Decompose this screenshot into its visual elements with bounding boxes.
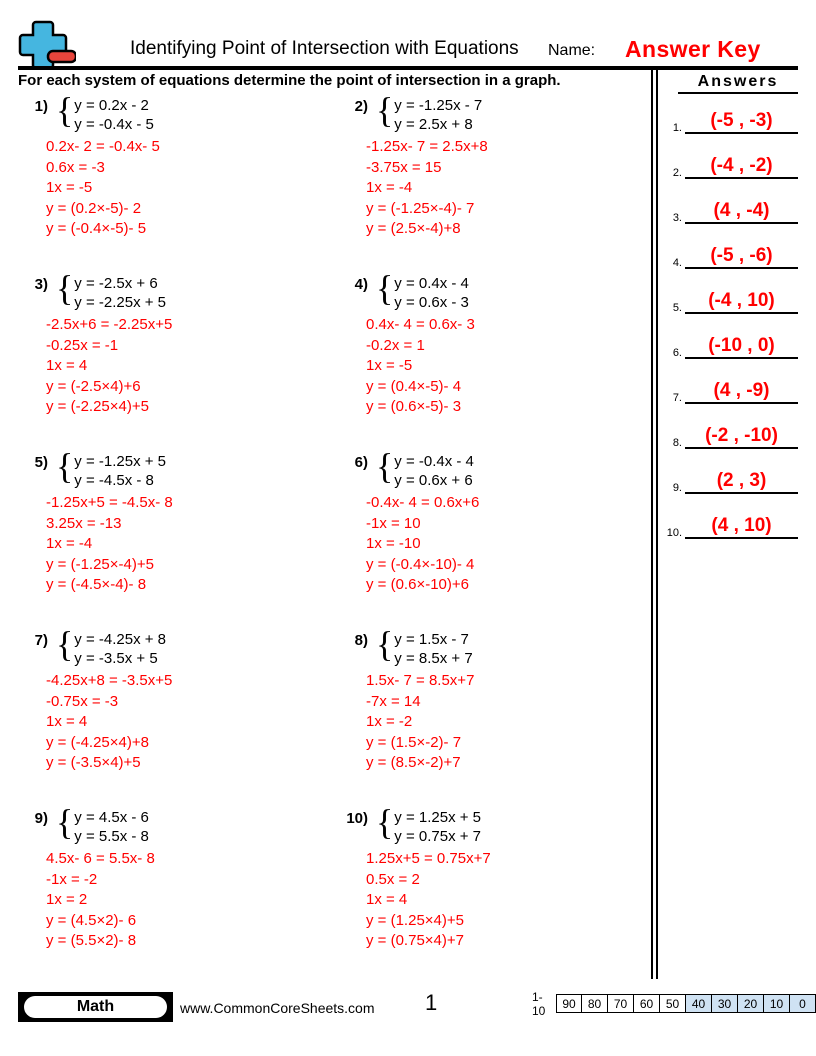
grading-scale-cell: 80: [582, 994, 608, 1013]
answer-row: [660, 110, 810, 134]
equation-lines: [74, 274, 166, 312]
solution-line: 1x = -5: [366, 357, 413, 374]
solution-work: [366, 671, 474, 774]
answers-title: Answers: [678, 73, 798, 94]
page-footer: [0, 990, 816, 1050]
brace-icon: {: [376, 446, 394, 486]
problem-7: [18, 624, 328, 808]
solution-line: y = (2.5×-4)+8: [366, 220, 461, 237]
solution-work: [46, 671, 172, 774]
column-divider-left: [651, 69, 653, 979]
equation-line: y = -2.5x + 6: [74, 275, 158, 292]
brace-icon: {: [56, 802, 74, 842]
grading-scale-cell: 30: [712, 994, 738, 1013]
answer-index: 3.: [672, 212, 682, 224]
solution-line: y = (5.5×2)- 8: [46, 932, 137, 949]
problem-number: 7): [34, 632, 48, 649]
grading-scale-cell: 0: [790, 994, 816, 1013]
solution-line: y = (0.75×4)+7: [366, 932, 464, 949]
equation-line: y = -1.25x + 5: [74, 453, 167, 470]
solution-line: y = (0.4×-5)- 4: [366, 377, 462, 395]
solution-work: [46, 849, 155, 952]
solution-work: [366, 137, 488, 240]
answer-index: 1.: [672, 122, 682, 134]
brace-icon: {: [376, 802, 394, 842]
answer-value: (4 , 10): [711, 515, 772, 536]
equation-system: [56, 268, 167, 312]
grading-scale-cell: 10: [764, 994, 790, 1013]
brace-icon: {: [56, 624, 74, 664]
header-divider: [18, 66, 798, 70]
solution-line: -7x = 14: [366, 692, 421, 710]
solution-work: [366, 849, 491, 952]
equation-line: y = 5.5x - 8: [74, 828, 149, 845]
equation-system: [56, 90, 154, 134]
equation-lines: [394, 630, 472, 668]
problem-4: [338, 268, 648, 452]
problem-8: [338, 624, 648, 808]
plus-minus-logo-icon: [18, 20, 76, 66]
grading-scale-cell: 60: [634, 994, 660, 1013]
grading-scale-cell: 70: [608, 994, 634, 1013]
problem-row: [0, 802, 651, 986]
solution-line: y = (-3.5×4)+5: [46, 754, 141, 771]
answer-value: (4 , -4): [713, 200, 770, 221]
answer-row: [660, 425, 810, 449]
equation-line: y = -0.4x - 4: [394, 453, 474, 470]
answer-index: 10.: [666, 527, 682, 539]
equation-lines: [74, 96, 154, 134]
name-label: Name:: [548, 42, 596, 59]
equation-system: [376, 624, 473, 668]
solution-work: [46, 137, 160, 240]
solution-line: 1x = 4: [46, 713, 88, 730]
solution-line: 1.25x+5 = 0.75x+7: [366, 850, 491, 867]
solution-line: 1x = -5: [46, 179, 93, 196]
equation-lines: [394, 452, 474, 490]
solution-line: y = (-4.5×-4)- 8: [46, 576, 147, 593]
problems-grid: [0, 90, 651, 976]
solution-line: y = (-0.4×-5)- 5: [46, 220, 147, 237]
solution-work: [46, 493, 173, 596]
equation-line: y = -2.25x + 5: [74, 294, 167, 311]
solution-line: 1x = 4: [366, 891, 408, 908]
answer-row: [660, 200, 810, 224]
brace-icon: {: [56, 90, 74, 130]
solution-line: 1x = -4: [366, 179, 413, 196]
solution-line: -3.75x = 15: [366, 158, 442, 176]
solution-line: -2.5x+6 = -2.25x+5: [46, 316, 173, 333]
equation-lines: [74, 630, 166, 668]
answer-value: (-5 , -3): [710, 110, 773, 131]
page-title: Identifying Point of Intersection with Equations: [130, 38, 519, 59]
answer-index: 9.: [672, 482, 682, 494]
equation-lines: [74, 452, 166, 490]
problem-number: 6): [354, 454, 368, 471]
solution-line: 1x = 2: [46, 891, 88, 908]
solution-line: 4.5x- 6 = 5.5x- 8: [46, 850, 155, 867]
problem-number: 3): [34, 276, 48, 293]
grading-scale-cell: 20: [738, 994, 764, 1013]
solution-line: -4.25x+8 = -3.5x+5: [46, 672, 173, 689]
brace-icon: {: [56, 446, 74, 486]
answer-index: 5.: [672, 302, 682, 314]
problem-number: 10): [346, 810, 368, 827]
equation-line: y = 8.5x + 7: [394, 650, 473, 667]
answer-value: (-2 , -10): [705, 425, 778, 446]
problem-number: 2): [354, 98, 368, 115]
equation-system: [376, 446, 474, 490]
equation-line: y = 4.5x - 6: [74, 809, 149, 826]
problem-10: [338, 802, 648, 986]
equation-line: y = 0.2x - 2: [74, 97, 149, 114]
solution-line: -0.25x = -1: [46, 336, 119, 354]
equation-lines: [74, 808, 149, 846]
answer-row: [660, 290, 810, 314]
solution-line: y = (-1.25×-4)- 7: [366, 199, 475, 217]
solution-line: y = (0.6×-10)+6: [366, 576, 469, 593]
solution-line: -0.2x = 1: [366, 336, 425, 354]
solution-work: [366, 315, 475, 418]
equation-lines: [394, 808, 481, 846]
equation-system: [376, 90, 483, 134]
equation-line: y = -4.5x - 8: [74, 472, 154, 489]
solution-line: -0.75x = -3: [46, 692, 119, 710]
brace-icon: {: [376, 624, 394, 664]
equation-line: y = 0.4x - 4: [394, 275, 469, 292]
solution-line: y = (1.5×-2)- 7: [366, 733, 462, 751]
problem-number: 4): [354, 276, 368, 293]
solution-line: -1x = 10: [366, 514, 421, 532]
solution-line: y = (-4.25×4)+8: [46, 733, 149, 751]
grading-scale-cell: 50: [660, 994, 686, 1013]
equation-line: y = 1.5x - 7: [394, 631, 469, 648]
problem-2: [338, 90, 648, 274]
problem-6: [338, 446, 648, 630]
answer-row: [660, 155, 810, 179]
answer-value: (-4 , -2): [710, 155, 773, 176]
solution-line: -0.4x- 4 = 0.6x+6: [366, 494, 480, 511]
solution-line: 0.2x- 2 = -0.4x- 5: [46, 138, 160, 155]
equation-lines: [394, 96, 482, 134]
equation-system: [56, 624, 167, 668]
solution-line: y = (4.5×2)- 6: [46, 911, 137, 929]
equation-line: y = 0.75x + 7: [394, 828, 482, 845]
answer-index: 7.: [672, 392, 682, 404]
answer-key-label: Answer Key: [625, 36, 761, 62]
brace-icon: {: [376, 90, 394, 130]
solution-line: 0.6x = -3: [46, 158, 105, 176]
solution-line: 0.5x = 2: [366, 870, 420, 888]
problem-number: 9): [34, 810, 48, 827]
brace-icon: {: [56, 268, 74, 308]
column-divider-right: [656, 69, 658, 979]
problem-row: [0, 268, 651, 452]
equation-system: [56, 446, 167, 490]
problem-9: [18, 802, 328, 986]
page-header: [0, 0, 816, 68]
problem-row: [0, 90, 651, 274]
problem-number: 8): [354, 632, 368, 649]
answer-value: (2 , 3): [716, 470, 767, 491]
solution-line: 0.4x- 4 = 0.6x- 3: [366, 316, 475, 333]
solution-line: y = (0.2×-5)- 2: [46, 199, 142, 217]
equation-lines: [394, 274, 469, 312]
answer-value: (-4 , 10): [708, 290, 775, 311]
answer-row: [660, 380, 810, 404]
equation-line: y = 0.6x - 3: [394, 294, 469, 311]
solution-line: 1x = -4: [46, 535, 93, 552]
solution-line: y = (-0.4×-10)- 4: [366, 555, 475, 573]
equation-line: y = -4.25x + 8: [74, 631, 167, 648]
problem-number: 5): [34, 454, 48, 471]
solution-line: y = (0.6×-5)- 3: [366, 398, 462, 415]
subject-badge-label: Math: [24, 996, 167, 1018]
answer-value: (4 , -9): [713, 380, 770, 401]
solution-line: 1x = -10: [366, 535, 421, 552]
grading-scale-cell: 90: [556, 994, 582, 1013]
solution-work: [46, 315, 172, 418]
answer-row: [660, 515, 810, 539]
answer-index: 2.: [672, 167, 682, 179]
equation-line: y = -0.4x - 5: [74, 116, 154, 133]
problem-1: [18, 90, 328, 274]
solution-line: 1.5x- 7 = 8.5x+7: [366, 672, 475, 689]
equation-line: y = 0.6x + 6: [394, 472, 473, 489]
solution-line: y = (-1.25×-4)+5: [46, 555, 154, 573]
solution-line: -1.25x+5 = -4.5x- 8: [46, 494, 173, 511]
equation-system: [376, 268, 469, 312]
equation-line: y = 1.25x + 5: [394, 809, 482, 826]
problem-row: [0, 446, 651, 630]
solution-line: y = (-2.25×4)+5: [46, 398, 149, 415]
solution-work: [366, 493, 479, 596]
answer-index: 4.: [672, 257, 682, 269]
grading-scale-cell: 40: [686, 994, 712, 1013]
answer-index: 6.: [672, 347, 682, 359]
grading-scale-cells: [556, 994, 816, 1013]
solution-line: 3.25x = -13: [46, 514, 122, 532]
equation-system: [56, 802, 149, 846]
answer-index: 8.: [672, 437, 682, 449]
instruction-text: For each system of equations determine the point of intersection in a graph.: [18, 72, 561, 89]
solution-line: -1.25x- 7 = 2.5x+8: [366, 138, 488, 155]
problem-3: [18, 268, 328, 452]
grading-scale: [527, 989, 816, 1018]
subject-badge: [18, 992, 173, 1022]
answer-row: [660, 470, 810, 494]
solution-line: y = (1.25×4)+5: [366, 911, 464, 929]
equation-line: y = -3.5x + 5: [74, 650, 158, 667]
solution-line: 1x = 4: [46, 357, 88, 374]
solution-line: y = (8.5×-2)+7: [366, 754, 461, 771]
brace-icon: {: [376, 268, 394, 308]
grading-scale-label: 1-10: [532, 989, 546, 1018]
problem-5: [18, 446, 328, 630]
equation-line: y = -1.25x - 7: [394, 97, 483, 114]
solution-line: 1x = -2: [366, 713, 413, 730]
equation-system: [376, 802, 482, 846]
page-number: 1: [425, 990, 438, 1015]
solution-line: y = (-2.5×4)+6: [46, 377, 141, 395]
answer-value: (-10 , 0): [708, 335, 775, 356]
equation-line: y = 2.5x + 8: [394, 116, 473, 133]
solution-line: -1x = -2: [46, 870, 98, 888]
answer-row: [660, 245, 810, 269]
answer-row: [660, 335, 810, 359]
problem-number: 1): [34, 98, 48, 115]
website-url: www.CommonCoreSheets.com: [180, 1000, 375, 1016]
answer-value: (-5 , -6): [710, 245, 773, 266]
problem-row: [0, 624, 651, 808]
